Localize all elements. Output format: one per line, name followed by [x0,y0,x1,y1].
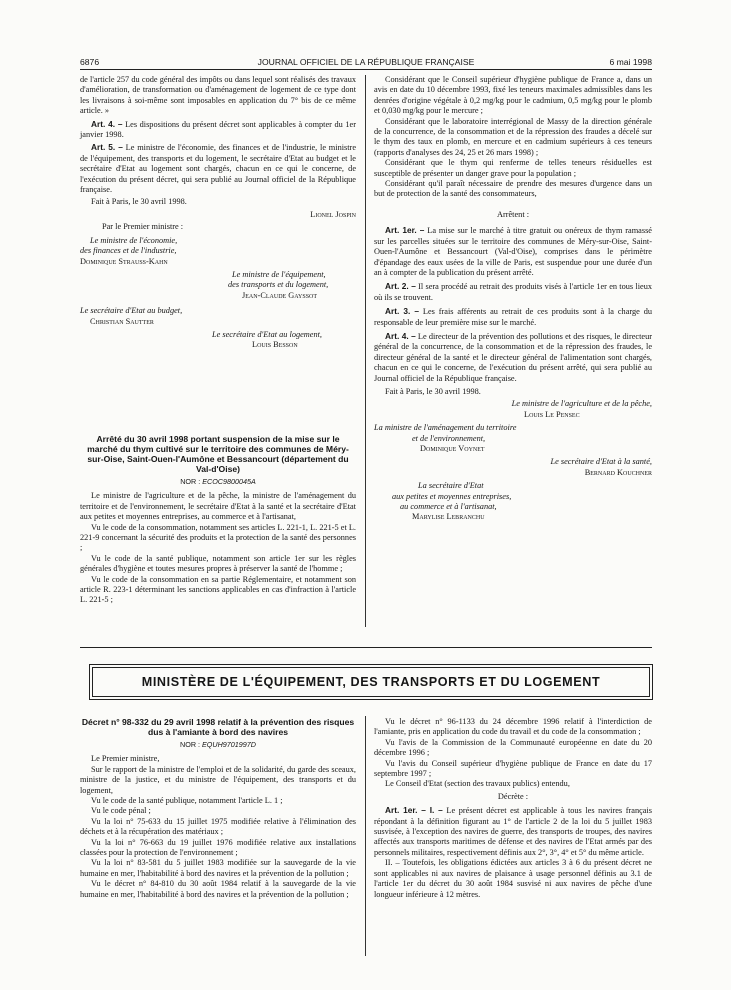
signatory-title: Le secrétaire d'Etat à la santé, [550,457,652,467]
signatory-title: Le secrétaire d'Etat au logement, [212,329,322,339]
signatory-name: Lionel Jospin [310,209,356,219]
column-divider [365,716,366,956]
left-column-top [80,75,356,351]
signatory-title: Le ministre de l'équipement, [232,269,326,279]
nor-line [80,477,356,487]
article-text: Les frais afférents au retrait de ces produits sont à la charge du responsable de leur première mise sur le marché. [374,307,652,327]
paragraph: Vu l'avis du Conseil supérieur d'hygiène publique de France en date du 17 septembre 1997 ; [374,758,652,779]
article-1 [374,225,652,278]
signatory-name: Dominique Voynet [420,444,485,453]
arrete-title: Arrêté du 30 avril 1998 portant suspension de la mise sur le marché du thym cultivé sur le territoire des communes de Méry-sur-Oise, Saint-Ouen-l'Aumône et Bessancourt (département du Val-d'Oise) [87,434,349,474]
arretent-heading: Arrêtent : [496,209,530,219]
paragraph: Vu l'avis de la Commission de la Communauté européenne en date du 20 décembre 1996 ; [374,737,652,758]
decrete-heading: Décrète : [497,791,529,801]
page-number: 6876 [80,57,100,67]
paragraph: Vu le décret n° 96-1133 du 24 décembre 1996 relatif à l'interdiction de l'amiante, pris en application du code du travail et du code de la consommation ; [374,717,652,737]
signatory-title: La ministre de l'aménagement du territoire [374,423,517,433]
signatory-title: Le secrétaire d'Etat au budget, [80,306,183,316]
article-label: Art. 5. – [91,142,123,153]
signatory-title: et de l'environnement, [412,433,486,443]
nor-code: ECOC9800045A [202,477,256,486]
article-text: Il sera procédé au retrait des produits visés à l'article 1er en tous lieux où ils se trouvent. [374,282,653,302]
signatory-title: La secrétaire d'Etat [418,481,484,491]
paragraph: Considérant qu'il paraît nécessaire de prendre des mesures d'urgence dans un but de protection de la santé des consommateurs, [374,179,652,199]
paragraph: Vu le code de la consommation en sa partie Réglementaire, et notamment son article R. 223-1 déterminant les sanctions applicables en cas d'infraction à l'article L. 221-5 ; [80,574,356,605]
article-label: Art. 2. – [385,281,416,292]
fait-a-paris: Fait à Paris, le 30 avril 1998. [385,386,481,396]
signatory-name: Dominique Strauss-Kahn [80,256,168,266]
header-rule [80,69,652,70]
paragraph: Vu la loi n° 76-663 du 19 juillet 1976 modifiée relative aux installations classées pour la protection de l'environnement ; [80,837,356,858]
paragraph: Considérant que le laboratoire interrégional de Massy de la direction générale de la concurrence, de la consommation et de la répression des fraudes a décelé sur le thym des taux en plomb, en mercure et en cadmium supérieurs à ces teneurs (rapports d'analyses des 24, 25 et 26 mars 1998) ; [374,116,652,157]
signatory-name: Louis Besson [252,340,298,350]
arrete-left [80,434,356,606]
paragraph: Considérant que le Conseil supérieur d'hygiène publique de France a, dans un avis en date du 10 décembre 1993, fixé les teneurs maximales admissibles dans les denrées d'origine végétale à 0,2 mg/kg pour le cadmium, 0,5 mg/kg pour le plomb et 0,030 mg/kg pour le mercure ; [374,75,652,116]
article-label: Art. 1er. – [385,225,425,236]
article-label: Art. 1er. – I. – [385,805,443,816]
article-text: La mise sur le marché à titre gratuit ou onéreux de thym ramassé sur les parcelles situées sur le territoire des communes de Méry-sur-Oise, Saint-Ouen-l'Aumône et Bessancourt (Val-d'Oise), comprises dans le périmètre d'épandage des eaux usées de la ville de Paris, est suspendue pour une durée d'un an à compter de la publication du présent arrêté. [374,226,652,277]
paragraph: Vu le code de la consommation, notamment ses articles L. 221-1, L. 221-5 et L. 221-9 concernant la sécurité des produits et la protection de la santé des personnes ; [80,522,356,553]
signatory-title: des transports et du logement, [228,280,329,290]
article-4 [374,331,652,384]
article-text: Le directeur de la prévention des pollutions et des risques, le directeur général de la concurrence, de la consommation et de la répression des fraudes, le directeur général de la santé et le directeur général de l'alimentation sont chargés, chacun en ce qui le concerne, de l'exécution du présent arrêté, qui sera publié au Journal officiel de la République française. [374,331,652,383]
nor-code: EQUH9701997D [202,740,256,749]
signatory-name: Jean-Claude Gayssot [242,290,318,300]
article-label: Art. 3. – [385,306,420,317]
signatory-name: Marylise Lebranchu [412,512,485,522]
signatory-name: Christian Sautter [90,316,154,326]
section-rule [80,647,652,648]
article-text: Le ministre de l'économie, des finances et de l'industrie, le ministre de l'équipement, des transports et du logement, le secrétaire d'Etat au budget et le secrétaire d'Etat au logement sont chargés, chacun en ce qui le concerne, de l'exécution du présent décret, qui sera publié au Journal officiel de la République française. [80,143,356,195]
fait-a-paris: Fait à Paris, le 30 avril 1998. [91,197,187,207]
paragraph: Le ministre de l'agriculture et de la pêche, la ministre de l'aménagement du territoire et de l'environnement, le secrétaire d'Etat à la santé et la secrétaire d'Etat aux petites et moyennes entreprises, au commerce et à l'artisanat, [80,491,356,522]
article-3 [374,306,652,328]
article-label: Art. 4. – [385,330,416,341]
article-4 [80,119,356,141]
ministry-banner: MINISTÈRE DE L'ÉQUIPEMENT, DES TRANSPORTS ET DU LOGEMENT [92,667,650,697]
paragraph: Vu le code de la santé publique, notamment son article 1er sur les règles générales d'hygiène et toutes mesures propres à préserver la santé de l'homme ; [80,553,356,574]
paragraph: Considérant que le thym qui renferme de telles teneurs résiduelles est susceptible de présenter un danger grave pour la population ; [374,158,652,178]
signatory-name: Bernard Kouchner [584,467,652,477]
paragraph: Vu le décret n° 84-810 du 30 août 1984 relatif à la sauvegarde de la vie humaine en mer, l'habitabilité à bord des navires et la prévention de la pollution ; [80,879,356,899]
paragraph: Vu le code de la santé publique, notamment l'article L. 1 ; [91,796,283,806]
paragraph: Vu la loi n° 75-633 du 15 juillet 1975 modifiée relative à l'élimination des déchets et à la récupération des matériaux ; [80,816,356,837]
column-divider [365,75,366,627]
article-1 [374,805,652,858]
nor-label: NOR : [180,477,201,486]
signatory-title: au commerce et à l'artisanat, [400,502,497,512]
issue-date: 6 mai 1998 [609,57,652,67]
article-text: Les dispositions du présent décret sont applicables à compter du 1er janvier 1998. [80,119,356,140]
paragraph: de l'article 257 du code général des impôts ou dans lequel sont réalisés des travaux d'amélioration, de transformation ou d'aménagement de logement de ce type dont les livraisons à soi-même sont imposables en application du 7° bis de ce même article. » [80,75,356,116]
article-2 [374,281,652,303]
article-5 [80,142,356,195]
paragraph: Sur le rapport de la ministre de l'emploi et de la solidarité, du garde des sceaux, ministre de la justice, et du ministre de l'équipement, des transports et du logement, [80,764,356,795]
paragraph: Le Premier ministre, [91,754,160,764]
signatory-title: aux petites et moyennes entreprises, [392,491,512,501]
signatory-name: Louis Le Pensec [524,409,580,419]
paragraph: II. – Toutefois, les obligations édictées aux articles 3 à 6 du présent décret ne sont applicables ni aux navires de plaisance à usage personnel définis au 3.1 de l'article 1er du décret du 30 août 1984 susvisé ni aux navires de pêche d'une longueur inférieure à 12 mètres. [374,858,652,899]
arrete-right [374,75,652,523]
paragraph: Vu le code pénal ; [91,806,151,816]
decret-right [374,717,652,900]
signatory-title: des finances et de l'industrie, [80,246,177,256]
article-text: Le présent décret est applicable à tous les navires français répondant à la définition figurant au 1° de l'article 2 de la loi du 5 juillet 1983 susvisée, à l'exception des navires de guerre, des transports de troupes, des navires affectés aux transports maritimes de défense et des navires de l'Etat armés par des personnels militaires, respectivement définis aux 2°, 3°, 4° et 5° du même article. [374,806,652,857]
decret-title: Décret n° 98-332 du 29 avril 1998 relatif à la prévention des risques dus à l'amiante à bord des navires [81,717,355,737]
decret-left [80,717,356,900]
journal-title: JOURNAL OFFICIEL DE LA RÉPUBLIQUE FRANÇAISE [257,57,475,67]
paragraph: Le Conseil d'Etat (section des travaux publics) entendu, [385,779,570,789]
paragraph: Vu la loi n° 83-581 du 5 juillet 1983 modifiée sur la sauvegarde de la vie humaine en mer, l'habitabilité à bord des navires et la prévention de la pollution ; [80,858,356,878]
nor-line [80,740,356,750]
signatory-title: Le ministre de l'agriculture et de la pêche, [511,399,652,409]
article-label: Art. 4. – [91,118,123,129]
signatory-title: Le ministre de l'économie, [90,235,178,245]
nor-label: NOR : [180,740,200,749]
par-le-premier-ministre: Par le Premier ministre : [102,222,184,232]
